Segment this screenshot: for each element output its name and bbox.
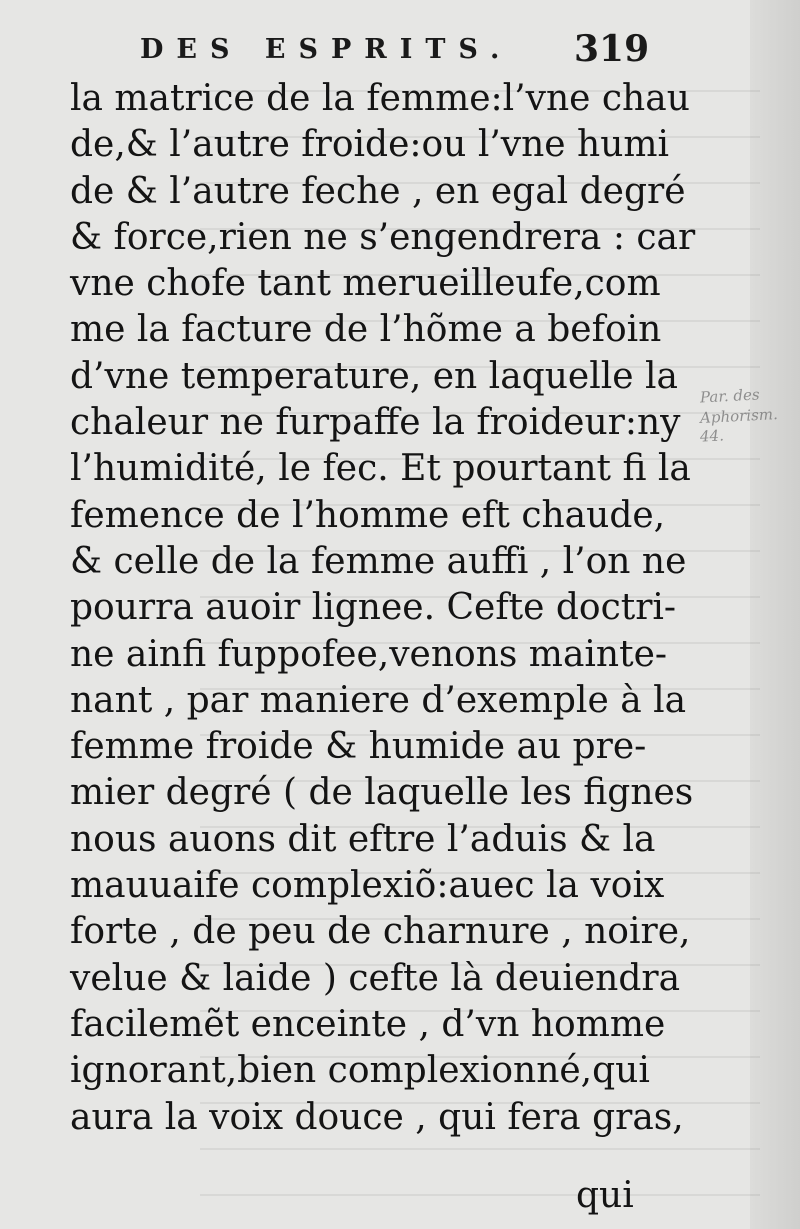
- text-line: pourra auoir lignee. Cefte doctri-: [70, 587, 677, 629]
- text-line: de & l’autre feche , en egal degré: [70, 170, 686, 212]
- text-line: mier degré ( de laquelle les fignes: [70, 772, 694, 814]
- margin-note: 44.: [699, 426, 725, 446]
- text-line: de,& l’autre froide:ou l’vne humi: [70, 124, 670, 166]
- text-line: ne ainfi fuppofee,venons mainte-: [70, 633, 668, 675]
- text-line: ignorant,bien complexionné,qui: [70, 1050, 650, 1092]
- text-line: me la facture de l’hõme a befoin: [70, 309, 662, 351]
- text-line: nant , par maniere d’exemple à la: [70, 679, 687, 721]
- text-line: chaleur ne furpaffe la froideur:ny: [70, 402, 681, 444]
- text-line: forte , de peu de charnure , noire,: [70, 911, 691, 953]
- page-edge: [750, 0, 800, 1229]
- margin-note: Par. des: [699, 385, 761, 407]
- text-line: vne chofe tant merueilleufe,com: [70, 263, 661, 305]
- margin-note: Aphorism.: [699, 404, 779, 428]
- page-number: 319: [574, 28, 650, 70]
- text-line: nous auons dit eftre l’aduis & la: [70, 818, 656, 860]
- body-text: [70, 76, 696, 1141]
- running-head: DES ESPRITS.: [140, 34, 513, 65]
- text-line: facilemẽt enceinte , d’vn homme: [70, 1003, 666, 1045]
- text-line: la matrice de la femme:l’vne chau: [70, 78, 690, 119]
- text-line: & force,rien ne s’engendrera : car: [70, 216, 696, 258]
- text-line: & celle de la femme auffi , l’on ne: [70, 540, 687, 582]
- text-line: velue & laide ) cefte là deuiendra: [70, 957, 681, 999]
- catchword: qui: [576, 1175, 634, 1216]
- text-line: aura la voix douce , qui fera gras,: [70, 1096, 684, 1138]
- text-line: d’vne temperature, en laquelle la: [70, 355, 678, 397]
- text-line: femme froide & humide au pre-: [70, 726, 647, 768]
- text-line: l’humidité, le fec. Et pourtant fi la: [70, 448, 691, 490]
- text-line: mauuaife complexiõ:auec la voix: [70, 865, 665, 907]
- text-line: femence de l’homme eft chaude,: [70, 494, 666, 536]
